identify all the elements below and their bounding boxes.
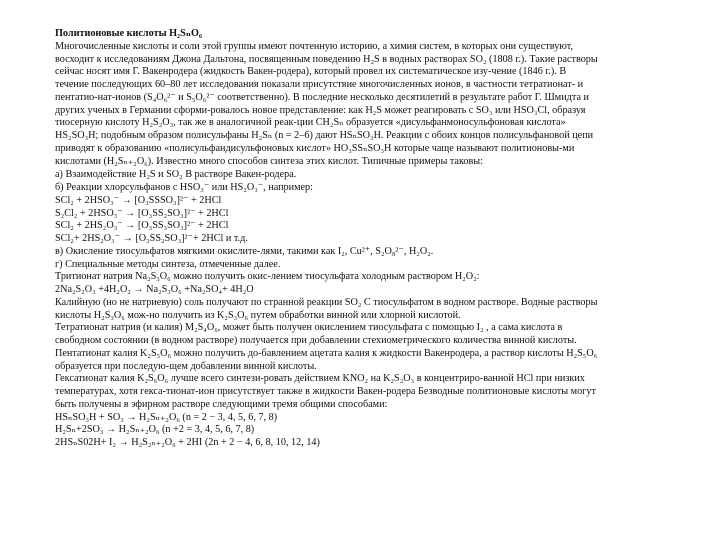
text-line: Калийную (но не натриевую) соль получают по странной реакции SO₂ С тиосульфатом в водном растворе. Водные растворы: [55, 296, 598, 308]
method-line: г) Специальные методы синтеза, отмеченные далее.: [55, 258, 281, 270]
text-line: Тетратионат натрия (и калия) M₂S₄O₆, может быть получен окислением тиосульфата с помощью I₂ , а сама кислота в: [55, 322, 563, 334]
equation-line: 2Na₂S₂O₃ +4H₂O₂ → Na₂S₃O₆ +Na₂SO₄+ 4H₂O: [55, 284, 254, 295]
text-line: восходит к исследованиям Джона Дальтона, посвященным поведению H₂S в водных растворах SO₂ (1808 г.). Такие растворы: [55, 53, 598, 65]
text-line: HS₂SO₃H; подобным образом полисульфаны H₂Sₙ (n = 2–6) дают HSₙSO₃H. Реакции с обоих концов полисульфановой цепи: [55, 130, 594, 141]
text-line: Пентатионат калия K₂S₅O₆ можно получить до-бавлением ацетата калия к жидкости Вакенродера, а раствор кислоты H₂S₅O₆: [55, 347, 598, 359]
document-page: [55, 28, 700, 450]
text-line: быть получены в эфирном растворе следующими тремя общими способами:: [55, 398, 388, 410]
text-line: температурах, хотя гекса-тионат-ион присутствует также в жидкости Вакен-родера Безводные политионовые кислоты могут: [55, 386, 596, 397]
method-line: в) Окисление тиосульфатов мягкими окислите-лями, такими как I₂, Cu²⁺, S₂O₈²⁻, H₂O₂.: [55, 245, 434, 257]
method-line: а) Взаимодействие H₂S и SO₂ В растворе Вакен-родера.: [55, 169, 297, 181]
text-line: кислоты H₂S₃O₆ мож-но получить из K₂S₃O₆ путем обработки винной или хлорной кислотой.: [55, 309, 461, 321]
synthesis-paragraph: [55, 271, 700, 450]
text-line: кислотами (H₂Sₙ₊₂O₆). Известно много способов синтеза этих кислот. Типичные примеры таковы:: [55, 155, 483, 167]
equation-line: SCl₂ + 2HS₂O₃⁻ → [O₃SS₃SO₃]²⁻ + 2HCl: [55, 220, 229, 232]
text-line: свободном состоянии (в водном растворе) получается при добавлении стехиометрического количества винной кислоты.: [55, 335, 577, 346]
equation-line: HSₙSO₃H + SO₃ → H₂Sₙ₊₂O₆ (n = 2 − 3, 4, 5, 6, 7, 8): [55, 411, 278, 423]
equation-line: H₂Sₙ+2SO₃ → H₂Sₙ₊₂O₆ (n +2 = 3, 4, 5, 6, 7, 8): [55, 424, 255, 436]
text-line: сейчас носят имя Г. Вакенродера (жидкость Вакен-родера), который провел их систематическое изу-чение (1846 г.). В: [55, 66, 567, 78]
text-line: образуется при последую-щем добавлении винной кислоты.: [55, 360, 317, 372]
equation-line: 2HSₙS02H+ I₂ → H₂S₂ₙ₊₂O₆ + 2HI (2n + 2 − 4, 6, 8, 10, 12, 14): [55, 437, 320, 448]
text-line: Многочисленные кислоты и соли этой группы имеют почтенную историю, а химия систем, в которых они существуют,: [55, 40, 574, 52]
text-line: Тритионат натрия Na₂S₃O₆ можно получить окис-лением тиосульфата холодным раствором H₂O₂:: [55, 271, 480, 283]
equation-line: SCl₂+ 2HS₂O₃⁻ → [O₃SS₂SO₃]²⁻+ 2HCl и т.д.: [55, 233, 248, 244]
document-title: Политионовые кислоты H₂SₙO₆: [55, 28, 203, 39]
methods-list: [55, 169, 700, 271]
intro-paragraph: [55, 41, 700, 169]
text-line: тиосерную кислоту H₂S₂O₃, так же в аналогичной реак-ции CH₂Sₙ образуется «дисульфанмоносульфоновая кислота»: [55, 117, 566, 129]
text-line: пентатио-нат-ионов (S₄O₆²⁻ и S₅O₆²⁻ соответственно). В последние несколько десятилетий в результате работ Г. Шмидта и: [55, 91, 589, 103]
text-line: Гексатионат калия K₂S₆O₆ лучше всего синтези-ровать действием KNO₂ на K₂S₂O₃ в концентриро-ванной HCl при низких: [55, 373, 585, 385]
equation-line: S₂Cl₂ + 2HSO₃⁻ → [O₃SS₂SO₃]²⁻ + 2HCl: [55, 207, 229, 219]
method-line: б) Реакции хлорсульфанов с HSO₃⁻ или HS₂O₃⁻, например:: [55, 182, 313, 193]
equation-line: SCl₂ + 2HSO₃⁻ → [O₃SSSO₃]²⁻ + 2HCl: [55, 194, 222, 206]
text-line: течение последующих 60–80 лет исследования показали присутствие многочисленных ионов, в частности тетратионат- и: [55, 79, 584, 90]
text-line: других ученых в Германии сформи-ровалось новое представление: как H₂S может реагировать с SO₃ или HSO₃Cl, образуя: [55, 104, 586, 116]
text-line: приводят к образованию «полисульфандисульфоновых кислот» HO₃SSₙSO₃H которые чаще называют политионовы-ми: [55, 142, 575, 154]
